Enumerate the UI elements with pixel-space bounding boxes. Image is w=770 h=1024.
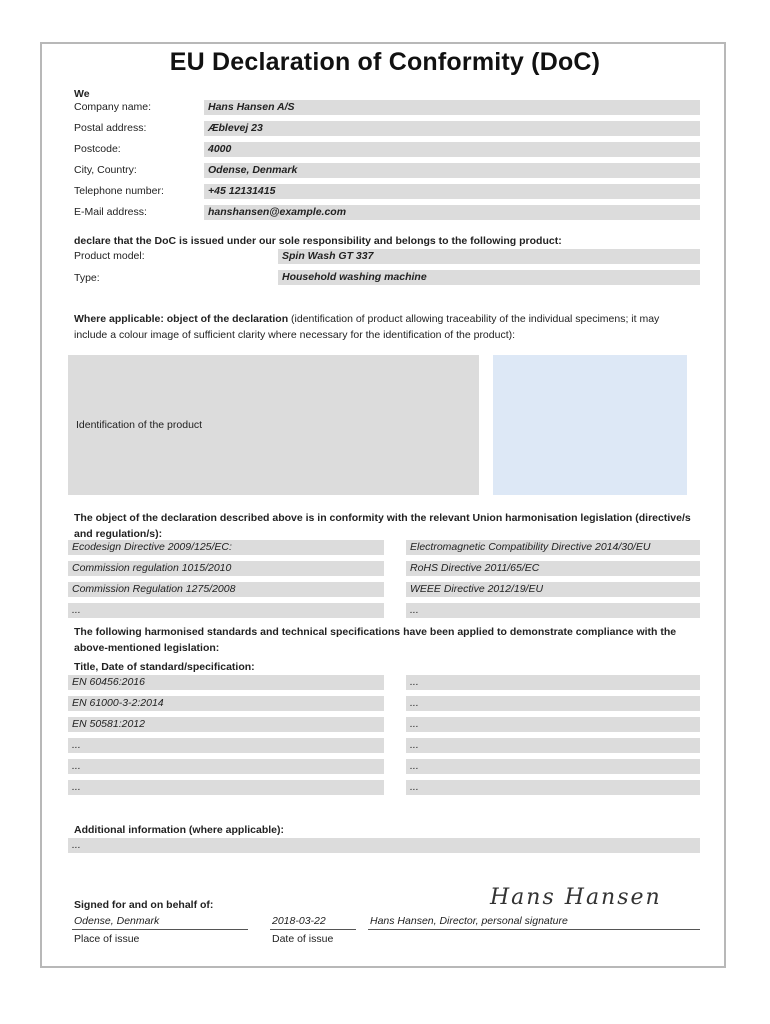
object-text: (identification of product allowing traceability of the individual specimens; it may include a colour image of sufficient clarity where necessary for the identification of the product): [74,313,660,341]
directive-right-4[interactable]: ... [406,603,700,618]
postal-address-field[interactable]: Æblevej 23 [204,121,700,136]
signature-text: Hans Hansen [490,885,662,910]
directive-left-3[interactable]: Commission Regulation 1275/2008 [68,582,384,597]
standard-left-3[interactable]: EN 50581:2012 [68,717,384,732]
standards-title-label: Title, Date of standard/specification: [74,661,255,673]
standard-right-3[interactable]: ... [406,717,700,732]
place-of-issue-label: Place of issue [74,933,140,945]
standards-text: The following harmonised standards and technical specifications have been applied to demonstrate compliance with the above-mentioned legislation: [74,626,677,654]
identification-label: Identification of the product [76,419,203,431]
standard-right-5[interactable]: ... [406,759,700,774]
place-of-issue-field[interactable]: Odense, Denmark [72,914,248,930]
postal-address-label: Postal address: [74,122,147,134]
telephone-label: Telephone number: [74,185,164,197]
object-heading: Where applicable: object of the declaration [74,313,289,325]
directive-right-3[interactable]: WEEE Directive 2012/19/EU [406,582,700,597]
handwritten-signature [488,876,668,912]
company-name-field[interactable]: Hans Hansen A/S [204,100,700,115]
additional-info-field[interactable]: ... [68,838,700,853]
page-title: EU Declaration of Conformity (DoC) [169,48,601,76]
product-type-label: Type: [74,272,100,284]
directive-right-1[interactable]: Electromagnetic Compatibility Directive 2014/30/EU [406,540,700,555]
signed-on-behalf-label: Signed for and on behalf of: [74,899,214,911]
standard-left-2[interactable]: EN 61000-3-2:2014 [68,696,384,711]
date-of-issue-label: Date of issue [272,933,334,945]
standard-right-4[interactable]: ... [406,738,700,753]
standard-right-2[interactable]: ... [406,696,700,711]
standard-left-5[interactable]: ... [68,759,384,774]
postcode-label: Postcode: [74,143,121,155]
conformity-text: The object of the declaration described above is in conformity with the relevant Union harmonisation legislation (directive/s and regulation/s): [74,512,691,540]
company-name-label: Company name: [74,101,152,113]
directive-right-2[interactable]: RoHS Directive 2011/65/EC [406,561,700,576]
standard-left-4[interactable]: ... [68,738,384,753]
telephone-field[interactable]: +45 12131415 [204,184,700,199]
we-label: We [74,88,90,100]
standard-left-6[interactable]: ... [68,780,384,795]
product-type-field[interactable]: Household washing machine [278,270,700,285]
product-model-field[interactable]: Spin Wash GT 337 [278,249,700,264]
product-model-label: Product model: [74,250,145,262]
date-of-issue-field[interactable]: 2018-03-22 [270,914,356,930]
directive-left-2[interactable]: Commission regulation 1015/2010 [68,561,384,576]
directive-left-1[interactable]: Ecodesign Directive 2009/125/EC: [68,540,384,555]
email-label: E-Mail address: [74,206,147,218]
declare-text: declare that the DoC is issued under our sole responsibility and belongs to the following product: [74,235,562,247]
additional-info-label: Additional information (where applicable): [74,824,285,836]
signatory-field[interactable]: Hans Hansen, Director, personal signature [368,914,700,930]
email-field[interactable]: hanshansen@example.com [204,205,700,220]
standard-right-1[interactable]: ... [406,675,700,690]
postcode-field[interactable]: 4000 [204,142,700,157]
product-image-box[interactable] [493,355,687,495]
standard-right-6[interactable]: ... [406,780,700,795]
object-paragraph [74,311,684,343]
standard-left-1[interactable]: EN 60456:2016 [68,675,384,690]
city-country-label: City, Country: [74,164,137,176]
directive-left-4[interactable]: ... [68,603,384,618]
city-country-field[interactable]: Odense, Denmark [204,163,700,178]
doc-page [40,42,726,968]
product-identification-box[interactable] [68,355,479,495]
